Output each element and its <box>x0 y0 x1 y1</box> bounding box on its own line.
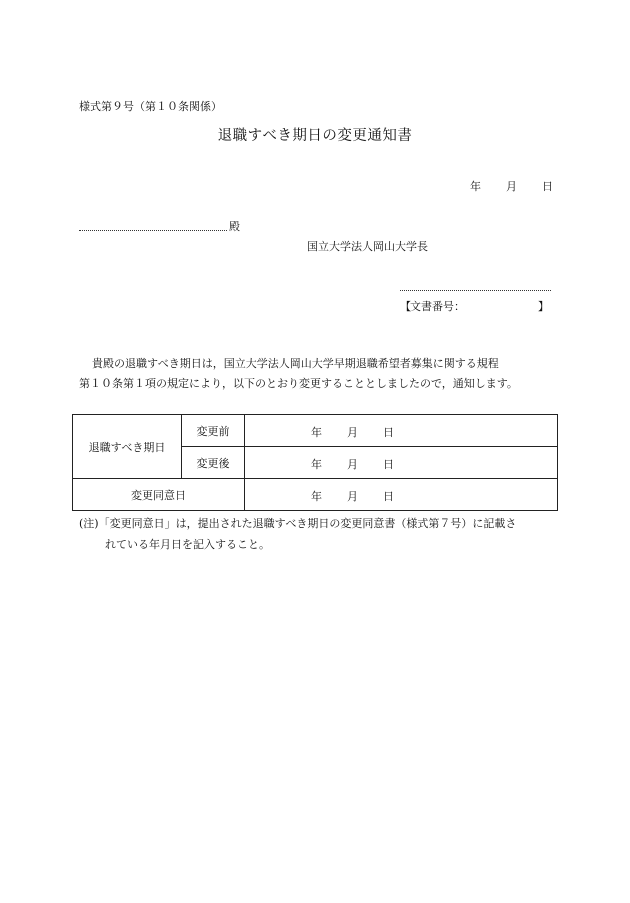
table-row <box>73 479 558 511</box>
after-month-label: 月 <box>347 458 358 471</box>
issuer-name: 国立大学法人岡山大学長 <box>307 240 428 253</box>
consent-date-cell <box>245 479 558 511</box>
after-year-label: 年 <box>311 458 322 471</box>
date-day-label: 日 <box>542 180 553 193</box>
note-line-2: れている年月日を記入すること。 <box>105 538 270 551</box>
consent-day-label: 日 <box>383 490 394 503</box>
before-day-label: 日 <box>383 426 394 439</box>
date-year-label: 年 <box>470 180 481 193</box>
table-row <box>73 415 558 447</box>
addressee-honorific: 殿 <box>229 220 240 233</box>
addressee-blank-line <box>79 230 227 231</box>
document-title: 退職すべき期日の変更通知書 <box>217 128 413 144</box>
document-number-label: 文書番号： <box>410 300 465 313</box>
date-month-label: 月 <box>506 180 517 193</box>
consent-month-label: 月 <box>347 490 358 503</box>
consent-year-label: 年 <box>311 490 322 503</box>
consent-date-label: 変更同意日 <box>73 479 245 511</box>
form-number: 様式第９号（第１０条関係） <box>79 100 222 113</box>
document-number-open-bracket: 【 <box>400 300 411 313</box>
date-change-table <box>72 414 558 511</box>
document-number-close-bracket: 】 <box>538 300 549 313</box>
after-change-date-cell <box>245 447 558 479</box>
body-text-line-2: 第１０条第１項の規定により，以下のとおり変更することとしましたので，通知します。 <box>79 377 518 390</box>
body-text-line-1: 貴殿の退職すべき期日は，国立大学法人岡山大学早期退職希望者募集に関する規程 <box>92 357 499 370</box>
note-line-1: (注)「変更同意日」は，提出された退職すべき期日の変更同意書（様式第７号）に記載さ <box>79 517 517 530</box>
signature-dotted-line <box>400 290 551 291</box>
before-month-label: 月 <box>347 426 358 439</box>
before-change-date-cell <box>245 415 558 447</box>
retirement-date-group-label: 退職すべき期日 <box>73 415 182 479</box>
before-change-label: 変更前 <box>182 415 245 447</box>
issue-date <box>470 178 553 194</box>
after-day-label: 日 <box>383 458 394 471</box>
after-change-label: 変更後 <box>182 447 245 479</box>
before-year-label: 年 <box>311 426 322 439</box>
